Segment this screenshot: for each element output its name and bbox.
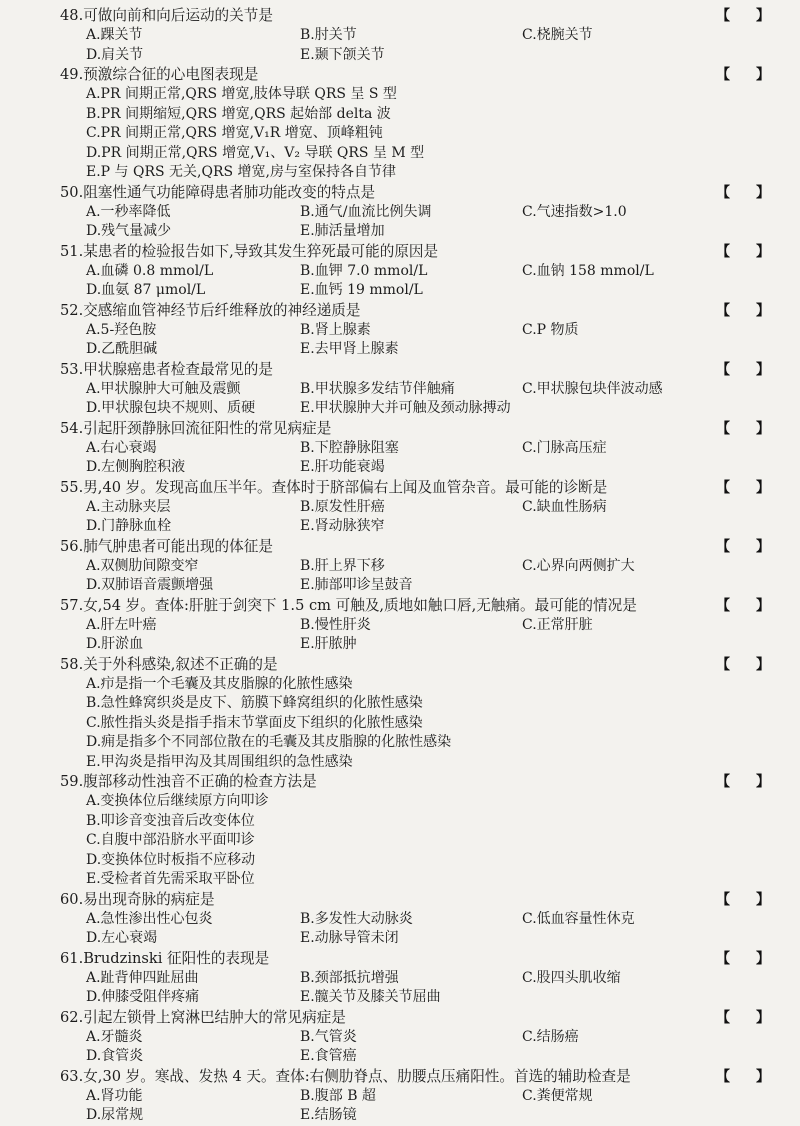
options-list <box>86 1087 800 1126</box>
question-block-53 <box>0 360 800 419</box>
question-block-56 <box>0 537 800 596</box>
answer-bracket-left: 【 <box>716 67 730 83</box>
option-d: D.肩关节 <box>86 46 144 63</box>
option-a: A.主动脉夹层 <box>86 498 171 515</box>
answer-bracket[interactable] <box>716 242 770 262</box>
option-b: B.急性蜂窝织炎是皮下、筋膜下蜂窝组织的化脓性感染 <box>86 695 423 711</box>
option-e: E.P 与 QRS 无关,QRS 增宽,房与室保持各自节律 <box>86 164 397 180</box>
option-d: D.残气量减少 <box>86 223 172 239</box>
question-text: 61.Brudzinski 征阳性的表现是 <box>60 949 270 967</box>
question-stem <box>60 242 800 262</box>
option-e: E.肝功能衰竭 <box>300 459 385 475</box>
question-stem <box>60 478 800 498</box>
option-e: E.去甲肾上腺素 <box>300 341 399 357</box>
option-b: B.肘关节 <box>300 27 357 43</box>
option-c: C.PR 间期正常,QRS 增宽,V₁R 增宽、顶峰粗钝 <box>86 125 383 141</box>
option-a: A.一秒率降低 <box>86 203 171 220</box>
option-e: E.甲沟炎是指甲沟及其周围组织的急性感染 <box>86 753 353 770</box>
question-block-58 <box>0 655 800 773</box>
question-block-61 <box>0 949 800 1008</box>
option-c: C.心界向两侧扩大 <box>522 557 635 574</box>
option-e: E.颞下颌关节 <box>300 46 385 63</box>
option-c: C.正常肝脏 <box>522 616 593 633</box>
option-b: B.气管炎 <box>300 1028 357 1045</box>
answer-bracket-left: 【 <box>716 8 730 24</box>
option-a: A.踝关节 <box>86 27 143 43</box>
answer-bracket-left: 【 <box>716 420 730 437</box>
answer-bracket[interactable] <box>716 537 770 557</box>
question-text: 55.男,40 岁。发现高血压半年。查体时于脐部偏右上闻及血管杂音。最可能的诊断是 <box>60 478 608 496</box>
answer-bracket[interactable] <box>716 1008 770 1028</box>
question-stem <box>60 949 800 969</box>
answer-bracket-left: 【 <box>716 243 730 260</box>
question-stem <box>60 360 800 380</box>
options-list <box>86 969 800 1008</box>
option-b: B.叩诊音变浊音后改变体位 <box>86 812 255 829</box>
options-list <box>86 675 800 773</box>
options-list <box>86 439 800 478</box>
option-c: C.缺血性肠病 <box>522 498 607 515</box>
option-e: E.肝脓肿 <box>300 636 357 652</box>
options-list <box>86 321 800 360</box>
option-d: D.伸膝受阻伴疼痛 <box>86 989 200 1005</box>
question-text: 48.可做向前和向后运动的关节是 <box>60 7 273 24</box>
answer-bracket-left: 【 <box>716 774 730 790</box>
question-stem <box>60 772 800 792</box>
question-stem <box>60 6 800 26</box>
answer-bracket[interactable] <box>716 655 770 675</box>
answer-bracket-left: 【 <box>716 1009 730 1026</box>
question-text: 54.引起肝颈静脉回流征阳性的常见病症是 <box>60 419 332 437</box>
option-e: E.髋关节及膝关节屈曲 <box>300 989 441 1005</box>
option-d: D.尿常规 <box>86 1107 144 1123</box>
answer-bracket-right: 】 <box>756 1009 770 1026</box>
question-text: 62.引起左锁骨上窝淋巴结肿大的常见病症是 <box>60 1008 346 1026</box>
option-e: E.肺部叩诊呈鼓音 <box>300 577 413 593</box>
question-stem <box>60 419 800 439</box>
answer-bracket[interactable] <box>716 949 770 969</box>
question-block-59 <box>0 772 800 890</box>
question-text: 53.甲状腺癌患者检查最常见的是 <box>60 360 273 378</box>
question-block-62 <box>0 1008 800 1067</box>
option-c: C.桡腕关节 <box>522 27 593 43</box>
answer-bracket[interactable] <box>716 596 770 616</box>
answer-bracket-right: 】 <box>756 1068 770 1085</box>
option-a: A.右心衰竭 <box>86 439 157 456</box>
option-c: C.脓性指头炎是指手指末节掌面皮下组织的化脓性感染 <box>86 714 423 731</box>
option-a: A.急性渗出性心包炎 <box>86 910 213 927</box>
question-block-55 <box>0 478 800 537</box>
option-d: D.双肺语音震颤增强 <box>86 577 214 593</box>
option-d: D.PR 间期正常,QRS 增宽,V₁、V₂ 导联 QRS 呈 M 型 <box>86 144 425 161</box>
question-block-57 <box>0 596 800 655</box>
option-d: D.血氨 87 μmol/L <box>86 282 206 298</box>
question-block-51 <box>0 242 800 301</box>
question-stem <box>60 655 800 675</box>
question-text: 63.女,30 岁。寒战、发热 4 天。查体:右侧肋脊点、肋腰点压痛阳性。首选的辅助检查是 <box>60 1067 631 1085</box>
option-e: E.肾动脉狭窄 <box>300 518 385 534</box>
option-d: D.变换体位时板指不应移动 <box>86 851 256 868</box>
answer-bracket[interactable] <box>716 772 770 792</box>
option-c: C.气速指数>1.0 <box>522 203 627 220</box>
answer-bracket-left: 【 <box>716 891 730 908</box>
option-d: D.乙酰胆碱 <box>86 341 158 357</box>
answer-bracket[interactable] <box>716 65 770 85</box>
answer-bracket-right: 】 <box>756 420 770 437</box>
option-e: E.动脉导管未闭 <box>300 930 399 946</box>
option-b: B.下腔静脉阻塞 <box>300 439 399 456</box>
option-c: C.甲状腺包块伴波动感 <box>522 380 663 397</box>
question-stem <box>60 596 800 616</box>
option-b: B.腹部 B 超 <box>300 1087 376 1104</box>
answer-bracket-left: 【 <box>716 361 730 378</box>
option-e: E.结肠镜 <box>300 1107 357 1123</box>
question-text: 57.女,54 岁。查体:肝脏于剑突下 1.5 cm 可触及,质地如触口唇,无触痛。最可能的情况是 <box>60 596 637 614</box>
option-c: C.粪便常规 <box>522 1087 593 1104</box>
question-text: 52.交感缩血管神经节后纤维释放的神经递质是 <box>60 301 361 319</box>
option-b: B.甲状腺多发结节伴触痛 <box>300 380 455 397</box>
answer-bracket-right: 】 <box>756 950 770 967</box>
question-text: 56.肺气肿患者可能出现的体征是 <box>60 537 273 555</box>
answer-bracket[interactable] <box>716 890 770 910</box>
options-list <box>86 85 800 183</box>
answer-bracket-right: 】 <box>756 243 770 260</box>
answer-bracket-right: 】 <box>756 361 770 378</box>
options-list <box>86 498 800 537</box>
option-a: A.甲状腺肿大可触及震颤 <box>86 380 241 397</box>
answer-bracket-right: 】 <box>756 774 770 790</box>
option-e: E.甲状腺肿大并可触及颈动脉搏动 <box>300 400 511 416</box>
option-b: B.肝上界下移 <box>300 557 385 574</box>
options-list <box>86 380 800 419</box>
options-list <box>86 792 800 890</box>
option-b: B.血钾 7.0 mmol/L <box>300 262 428 279</box>
option-c: C.低血容量性休克 <box>522 910 635 927</box>
question-text: 59.腹部移动性浊音不正确的检查方法是 <box>60 773 317 790</box>
option-a: A.5-羟色胺 <box>86 321 157 338</box>
answer-bracket-right: 】 <box>756 8 770 24</box>
answer-bracket-left: 【 <box>716 184 730 201</box>
answer-bracket-left: 【 <box>716 597 730 614</box>
option-a: A.牙髓炎 <box>86 1028 143 1045</box>
question-stem <box>60 537 800 557</box>
answer-bracket-left: 【 <box>716 479 730 496</box>
question-text: 58.关于外科感染,叙述不正确的是 <box>60 655 278 673</box>
answer-bracket-left: 【 <box>716 1068 730 1085</box>
option-d: D.左侧胸腔积液 <box>86 459 186 475</box>
question-block-50 <box>0 183 800 242</box>
answer-bracket-right: 】 <box>756 891 770 908</box>
option-b: B.原发性肝癌 <box>300 498 385 515</box>
question-stem <box>60 65 800 85</box>
options-list <box>86 557 800 596</box>
option-e: E.受检者首先需采取平卧位 <box>86 871 255 887</box>
option-c: C.血钠 158 mmol/L <box>522 262 654 279</box>
option-e: E.食管癌 <box>300 1048 357 1064</box>
answer-bracket[interactable] <box>716 183 770 203</box>
option-b: B.PR 间期缩短,QRS 增宽,QRS 起始部 delta 波 <box>86 105 391 122</box>
option-b: B.慢性肝炎 <box>300 616 371 633</box>
answer-bracket-left: 【 <box>716 302 730 319</box>
question-block-49 <box>0 65 800 183</box>
answer-bracket[interactable] <box>716 419 770 439</box>
options-list <box>86 26 800 65</box>
options-list <box>86 203 800 242</box>
option-d: D.甲状腺包块不规则、质硬 <box>86 400 256 416</box>
option-a: A.肾功能 <box>86 1087 143 1104</box>
answer-bracket[interactable] <box>716 1067 770 1087</box>
question-stem <box>60 301 800 321</box>
option-c: C.自腹中部沿脐水平面叩诊 <box>86 832 255 848</box>
question-text: 50.阻塞性通气功能障碍患者肺功能改变的特点是 <box>60 183 376 201</box>
option-e: E.肺活量增加 <box>300 223 385 239</box>
question-stem <box>60 1008 800 1028</box>
answer-bracket-right: 】 <box>756 597 770 614</box>
answer-bracket-left: 【 <box>716 538 730 555</box>
answer-bracket-left: 【 <box>716 950 730 967</box>
question-text: 60.易出现奇脉的病症是 <box>60 890 215 908</box>
option-a: A.趾背伸四趾屈曲 <box>86 969 199 986</box>
question-text: 51.某患者的检验报告如下,导致其发生猝死最可能的原因是 <box>60 242 439 260</box>
answer-bracket[interactable] <box>716 478 770 498</box>
option-d: D.食管炎 <box>86 1048 144 1064</box>
option-b: B.颈部抵抗增强 <box>300 969 399 986</box>
answer-bracket-right: 】 <box>756 479 770 496</box>
question-block-52 <box>0 301 800 360</box>
option-e: E.血钙 19 mmol/L <box>300 282 423 298</box>
option-a: A.疖是指一个毛囊及其皮脂腺的化脓性感染 <box>86 675 353 692</box>
option-a: A.变换体位后继续原方向叩诊 <box>86 793 269 809</box>
question-block-63 <box>0 1067 800 1126</box>
option-c: C.股四头肌收缩 <box>522 969 621 986</box>
option-d: D.门静脉血栓 <box>86 518 172 534</box>
question-text: 49.预激综合征的心电图表现是 <box>60 66 259 83</box>
option-d: D.左心衰竭 <box>86 930 158 946</box>
answer-bracket[interactable] <box>716 301 770 321</box>
options-list <box>86 616 800 655</box>
options-list <box>86 910 800 949</box>
answer-bracket-right: 】 <box>756 538 770 555</box>
option-d: D.肝淤血 <box>86 636 144 652</box>
answer-bracket-right: 】 <box>756 656 770 673</box>
answer-bracket-right: 】 <box>756 184 770 201</box>
option-b: B.通气/血流比例失调 <box>300 203 432 220</box>
question-block-54 <box>0 419 800 478</box>
option-c: C.结肠癌 <box>522 1028 579 1045</box>
answer-bracket-right: 】 <box>756 67 770 83</box>
question-stem <box>60 1067 800 1087</box>
answer-bracket-left: 【 <box>716 656 730 673</box>
option-d: D.痈是指多个不同部位散在的毛囊及其皮脂腺的化脓性感染 <box>86 734 452 750</box>
option-a: A.肝左叶癌 <box>86 616 157 633</box>
option-c: C.P 物质 <box>522 321 579 338</box>
question-stem <box>60 183 800 203</box>
question-stem <box>60 890 800 910</box>
options-list <box>86 262 800 301</box>
option-a: A.双侧肋间隙变窄 <box>86 557 199 574</box>
answer-bracket[interactable] <box>716 360 770 380</box>
answer-bracket-right: 】 <box>756 302 770 319</box>
option-a: A.血磷 0.8 mmol/L <box>86 262 214 279</box>
question-block-48 <box>0 6 800 65</box>
option-b: B.肾上腺素 <box>300 321 371 338</box>
answer-bracket[interactable] <box>716 6 770 26</box>
option-c: C.门脉高压症 <box>522 439 607 456</box>
options-list <box>86 1028 800 1067</box>
option-b: B.多发性大动脉炎 <box>300 910 413 927</box>
option-a: A.PR 间期正常,QRS 增宽,肢体导联 QRS 呈 S 型 <box>86 86 397 102</box>
question-block-60 <box>0 890 800 949</box>
exam-page <box>0 6 800 1126</box>
